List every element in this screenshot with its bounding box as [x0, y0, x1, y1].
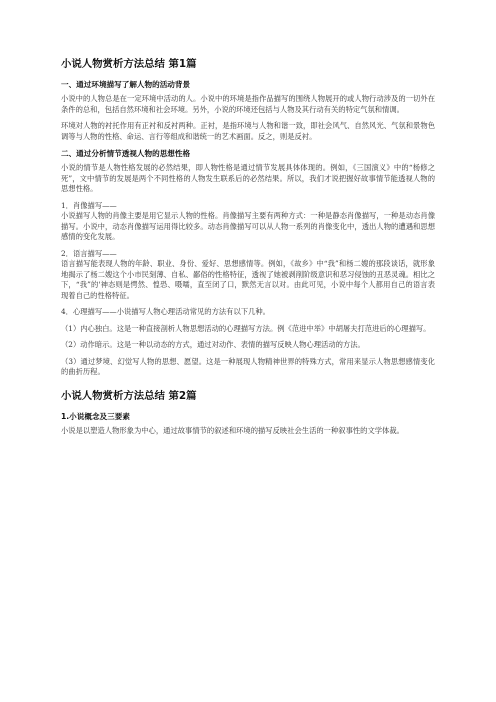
paragraph: 环境对人物的衬托作用有正衬和反衬两种。正衬，是指环境与人物和谐一致，即社会风气、自然风光、气氛和景物色调等与人物的性格、命运、言行等组成和谐统一的艺术画面。反之，则是反衬。 — [61, 121, 435, 141]
paragraph: （3）通过梦境、幻觉写人物的思想、愿望。这是一种展现人物精神世界的特殊方式，常用来显示人物思想感情变化的曲折历程。 — [61, 356, 435, 376]
subheading-portrait: 1．肖像描写—— — [61, 200, 117, 210]
section-heading-plot: 二、通过分析情节透视人物的思想性格 — [61, 149, 191, 158]
paragraph: 小说是以塑造人物形象为中心，通过故事情节的叙述和环境的描写反映社会生活的一种叙事性的文学体裁。 — [61, 425, 404, 435]
section-heading-concept: 1.小说概念及三要素 — [61, 411, 130, 421]
paragraph: （1）内心独白。这是一种直接剖析人物思想活动的心理描写方法。例《范进中举》中胡屠夫打范进后的心理描写。 — [61, 323, 431, 333]
paragraph: 小说的情节是人物性格发展的必然结果，即人物性格是通过情节发展具体体现的。例如，《三国演义》中的“杨修之死”，文中情节的发展是两个不同性格的人物发生联系后的必然结果。所以，我们才说把握好故事情节能透视人物的思想性格。 — [61, 163, 435, 193]
paragraph-psychology: 4．心理描写——小说描写人物心理活动常见的方法有以下几种。 — [61, 307, 270, 316]
paragraph: 小说中的人物总是在一定环境中活动的人。小说中的环境是指作品描写的围绕人物展开的或人物行动涉及的一切外在条件的总和，包括自然环境和社会环境。另外，小说的环境还包括与人物及其行动有关的特定气氛和情调。 — [61, 94, 435, 114]
section-heading-environment: 一、通过环境描写了解人物的活动背景 — [61, 80, 191, 89]
paragraph: （2）动作暗示。这是一种以动态的方式，通过对动作、表情的描写反映人物心理活动的方法。 — [61, 340, 365, 349]
paragraph: 小说描写人物的肖像主要是用它显示人物的性格。肖像描写主要有两种方式：一种是静态肖像描写，一种是动态肖像描写。小说中，动态肖像描写运用得比较多。动态肖像描写可以从人物一系列的肖像变化中，透出人物的遭遇和思想感情的变化发展。 — [61, 211, 435, 241]
subheading-language: 2．语言描写—— — [61, 248, 117, 258]
document-page — [61, 58, 435, 442]
paragraph: 语言描写能表现人物的年龄、职业、身份、爱好、思想感情等。例如，《故乡》中“我”和杨二嫂的那段谈话，就形象地揭示了杨二嫂这个小市民刻薄、自私、鄙俗的性格特征，透视了她被剥削阶级意识和恶习侵蚀的丑恶灵魂。相比之下，“我”的'神态则是愕然、惶恐、嗫嚅，直至闭了口，默然无言以对。由此可见，小说中每个人都用自己的语言表现着自己的性格特征。 — [61, 259, 435, 300]
article-title-2: 小说人物赏析方法总结 第2篇 — [61, 389, 197, 402]
article-title-1: 小说人物赏析方法总结 第1篇 — [61, 58, 197, 70]
